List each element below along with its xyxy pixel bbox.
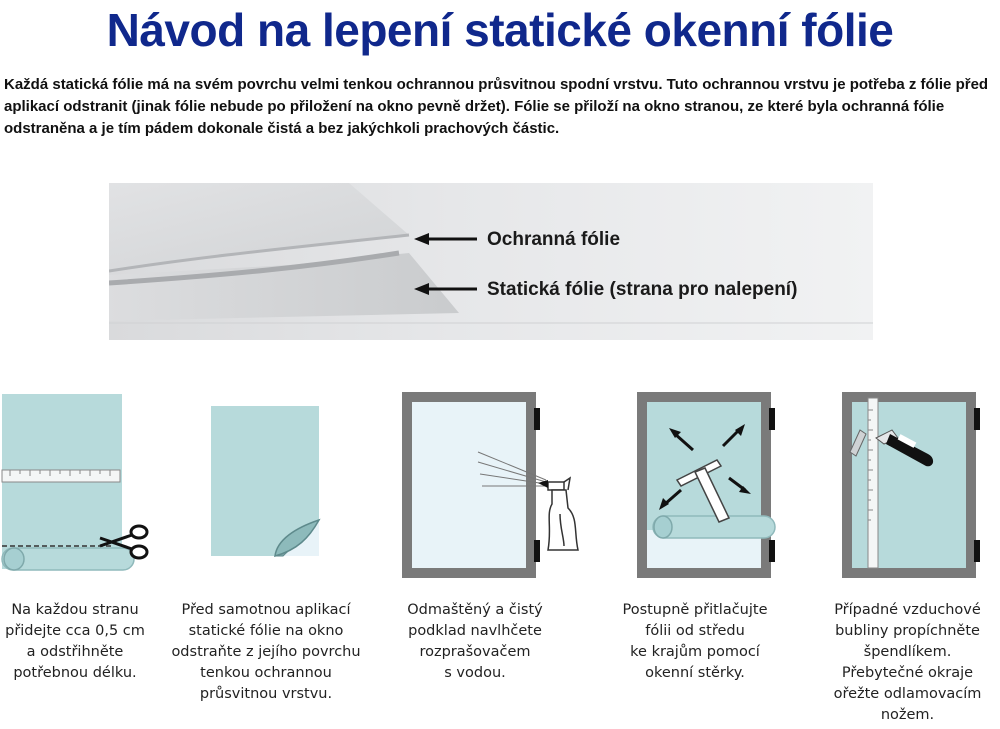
step-4-caption: Postupně přitlačujte fólii od středu ke krajům pomocí okenní stěrky. xyxy=(622,602,768,681)
scissors-icon xyxy=(95,522,155,562)
step-3-illustration xyxy=(398,390,598,590)
squeegee-icon xyxy=(673,454,733,534)
utility-knife-icon xyxy=(874,428,944,478)
page-title: Návod na lepení statické okenní fólie xyxy=(106,4,894,56)
intro-paragraph: Každá statická fólie má na svém povrchu velmi tenkou ochrannou průsvitnou spodní vrstvu. Tuto ochrannou vrstvu je potřeba z fólie před aplikací odstranit (jinak fólie nebude po přiložení na okno pevně držet). Fólie se přiloží na okno stranou, ze které byla ochranná fólie odstraněna a je tím pádem dokonale čistá a bez jakýchkoli prachových částic. xyxy=(4,76,989,137)
static-film-label: Statická fólie (strana pro nalepení) xyxy=(487,279,798,300)
step-1-illustration xyxy=(0,390,160,590)
film-layers-illustration xyxy=(109,183,873,340)
step-5-illustration xyxy=(838,390,998,590)
step-4-illustration xyxy=(633,390,783,590)
step-2-illustration xyxy=(205,390,325,570)
step-3-caption: Odmaštěný a čistý podklad navlhčete rozprašovačem s vodou. xyxy=(407,602,543,681)
step-5-caption: Případné vzduchové bubliny propíchněte špendlíkem. Přebytečné okraje ořežte odlamovacím nožem. xyxy=(833,602,982,723)
step-1-caption: Na každou stranu přidejte cca 0,5 cm a odstřihněte potřebnou délku. xyxy=(5,602,145,681)
protective-film-label: Ochranná fólie xyxy=(487,229,621,250)
step-2-caption: Před samotnou aplikací statické fólie na okno odstraňte z jejího povrchu tenkou ochrannou průsvitnou vrstvu. xyxy=(171,602,361,702)
spray-bottle-icon xyxy=(538,468,598,558)
film-layers-diagram xyxy=(109,183,873,340)
